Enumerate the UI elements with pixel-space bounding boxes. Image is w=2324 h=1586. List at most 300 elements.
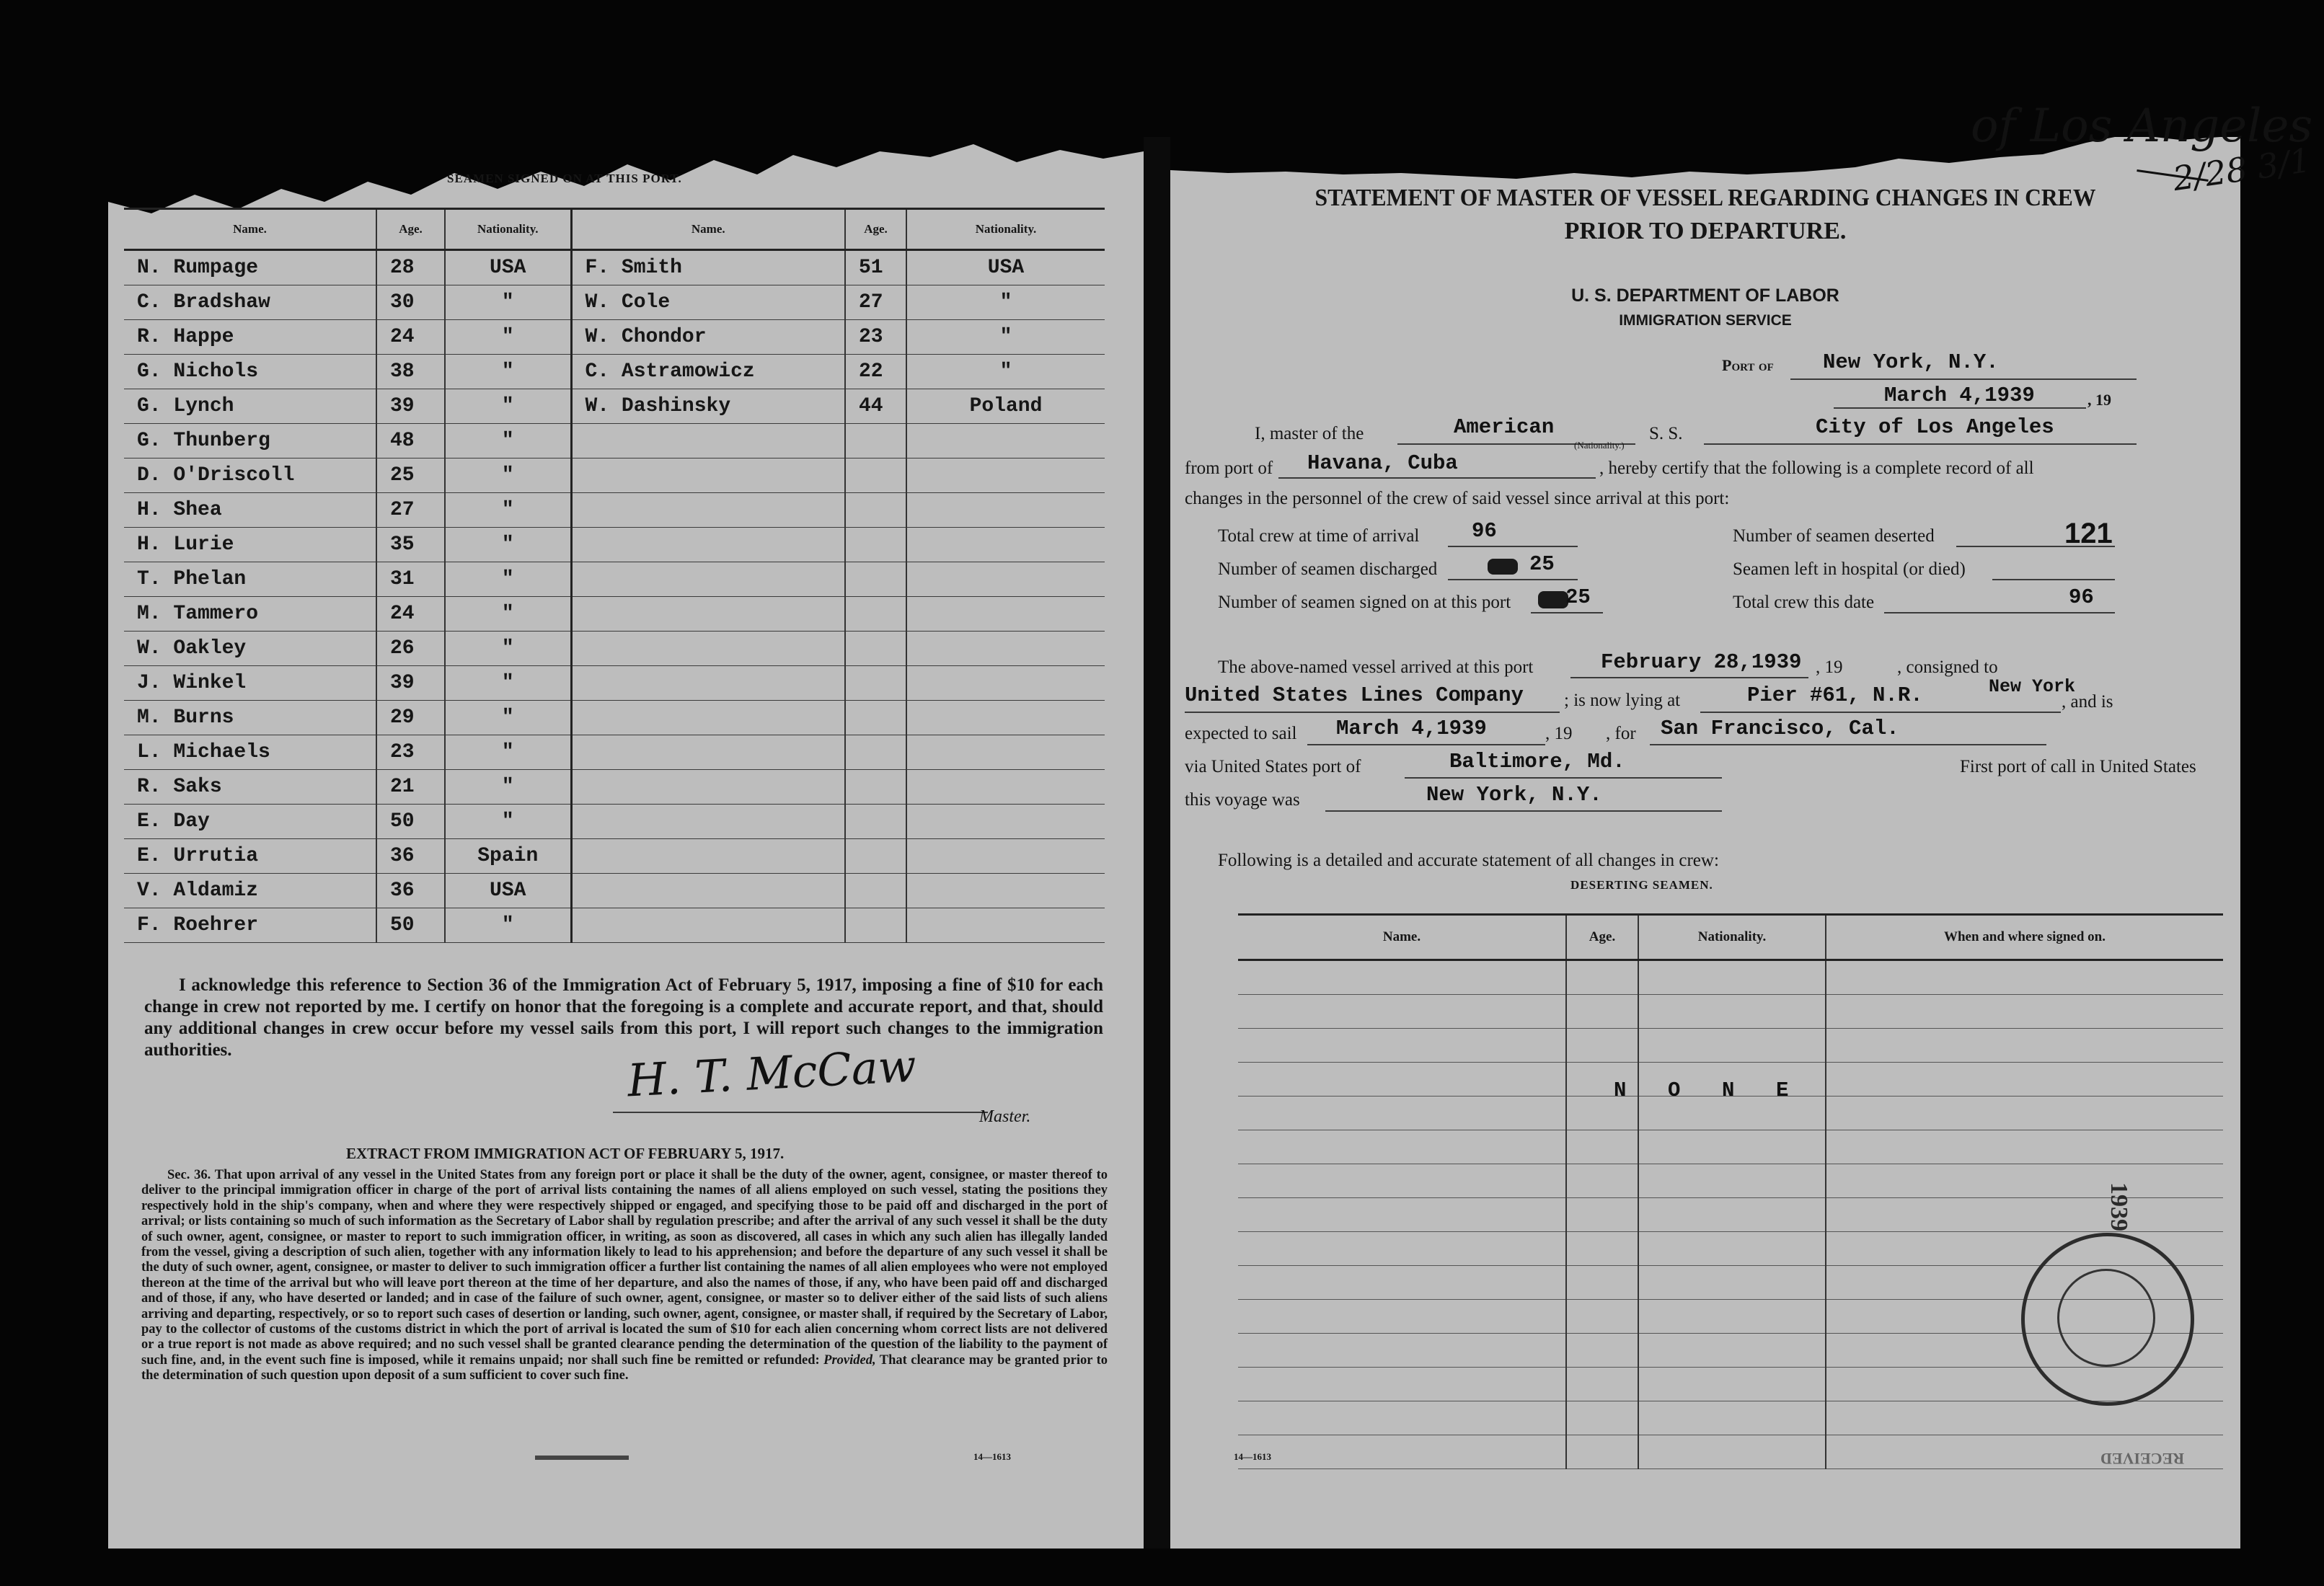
table-row [124, 701, 1105, 735]
none-letter-n: N [1614, 1078, 1627, 1102]
arrived-value: February 28,1939 [1601, 650, 1802, 674]
crew-age: 21 [376, 770, 445, 805]
crew-nationality-2: USA [906, 250, 1105, 285]
expected-label: expected to sail [1185, 724, 1297, 743]
master-label: Master. [979, 1107, 1031, 1126]
crew-nationality: " [445, 355, 571, 389]
crew-name: L. Michaels [124, 735, 376, 770]
arrived-year-prefix: , 19 [1816, 657, 1843, 677]
crew-age-2 [845, 770, 906, 805]
crew-age-2 [845, 528, 906, 562]
table-row [124, 285, 1105, 320]
table-row [124, 250, 1105, 285]
signed-on-line [1531, 612, 1603, 613]
port-label: Port of [1722, 356, 1774, 374]
desert-cell [1638, 995, 1826, 1029]
handwritten-date-note: 2/28 3/1 [2170, 140, 2313, 199]
signed-on-label: Number of seamen signed on at this port [1218, 593, 1511, 612]
crew-name: C. Bradshaw [124, 285, 376, 320]
desert-cell [1238, 1334, 1566, 1368]
certify-text: , hereby certify that the following is a complete record of all [1599, 458, 2034, 478]
desert-cell [1638, 1368, 1826, 1401]
crew-nationality-2 [906, 805, 1105, 839]
crew-nationality-2 [906, 666, 1105, 701]
deserting-heading: DESERTING SEAMEN. [1570, 878, 1713, 892]
table-row [124, 839, 1105, 874]
desert-cell [1238, 1198, 1566, 1232]
table-header-row [124, 209, 1105, 250]
crew-age: 38 [376, 355, 445, 389]
hospital-line [1992, 579, 2115, 580]
service-heading: IMMIGRATION SERVICE [1619, 312, 1792, 329]
discharged-crossout [1488, 559, 1518, 575]
crew-nationality: " [445, 770, 571, 805]
form-title-line-1: STATEMENT OF MASTER OF VESSEL REGARDING CHANGES IN CREW [1315, 185, 2096, 211]
desert-cell [1638, 1198, 1826, 1232]
desert-cell [1238, 1130, 1566, 1164]
desert-cell [1238, 1266, 1566, 1300]
received-stamp: RECEIVED [2100, 1450, 2185, 1468]
desert-cell [1826, 1198, 2223, 1232]
crew-name: H. Shea [124, 493, 376, 528]
voyage-line [1325, 810, 1722, 812]
desert-cell [1826, 960, 2223, 995]
desert-column-nationality: Nationality. [1638, 915, 1826, 960]
master-signature: H. T. McCaw [626, 1039, 918, 1107]
column-header-nationality-2: Nationality. [906, 209, 1105, 250]
crew-name: E. Day [124, 805, 376, 839]
desert-cell [1638, 1130, 1826, 1164]
desert-cell [1638, 1300, 1826, 1334]
crew-age: 28 [376, 250, 445, 285]
crew-name: F. Roehrer [124, 908, 376, 943]
crew-nationality-2 [906, 632, 1105, 666]
crew-age-2: 27 [845, 285, 906, 320]
extract-proviso: That clearance may be granted prior to the determination of such question upon deposit of a sum sufficient to cover such fine. [141, 1352, 1108, 1383]
deserted-label: Number of seamen deserted [1733, 526, 1935, 546]
signed-on-value: 25 [1565, 585, 1591, 609]
crew-age: 48 [376, 424, 445, 458]
date-value: March 4,1939 [1884, 384, 2035, 407]
crew-age: 35 [376, 528, 445, 562]
desert-cell [1826, 1164, 2223, 1198]
desert-cell [1566, 1266, 1638, 1300]
crew-nationality: " [445, 493, 571, 528]
crew-nationality-2: " [906, 355, 1105, 389]
table-row [124, 597, 1105, 632]
crew-age-2 [845, 839, 906, 874]
crew-age-2: 44 [845, 389, 906, 424]
left-page [108, 137, 1144, 1549]
crew-nationality-2: " [906, 285, 1105, 320]
total-arrival-line [1448, 546, 1578, 547]
column-header-age-2: Age. [845, 209, 906, 250]
crew-name-2 [571, 597, 845, 632]
crew-age: 29 [376, 701, 445, 735]
crew-age: 25 [376, 458, 445, 493]
crew-age: 50 [376, 908, 445, 943]
crew-nationality: " [445, 528, 571, 562]
desert-cell [1566, 960, 1638, 995]
none-letter-n-2: N [1722, 1078, 1735, 1102]
crew-age-2 [845, 735, 906, 770]
crew-nationality-2 [906, 528, 1105, 562]
crew-age: 24 [376, 597, 445, 632]
table-row [1238, 1435, 2223, 1469]
expected-year-prefix: , 19 [1545, 724, 1573, 743]
crew-name-2 [571, 493, 845, 528]
crew-name: E. Urrutia [124, 839, 376, 874]
crew-nationality-2 [906, 424, 1105, 458]
desert-cell [1566, 1300, 1638, 1334]
following-text: Following is a detailed and accurate statement of all changes in crew: [1218, 851, 1719, 870]
table-row [124, 355, 1105, 389]
port-line [1790, 378, 2137, 380]
crew-name: M. Burns [124, 701, 376, 735]
crew-name-2 [571, 562, 845, 597]
extract-body-text [141, 1168, 1108, 1384]
arrived-line [1570, 677, 1808, 678]
lying-value: Pier #61, N.R. [1747, 683, 1923, 707]
crew-name: G. Lynch [124, 389, 376, 424]
table-row [124, 770, 1105, 805]
ss-label: S. S. [1649, 424, 1683, 443]
desert-cell [1566, 1164, 1638, 1198]
crew-nationality: " [445, 320, 571, 355]
desert-cell [1638, 960, 1826, 995]
crew-nationality: " [445, 908, 571, 943]
desert-cell [1238, 960, 1566, 995]
table-row [124, 389, 1105, 424]
from-port-label: from port of [1185, 458, 1273, 478]
master-of-label: I, master of the [1255, 424, 1364, 443]
crew-nationality-2 [906, 908, 1105, 943]
desert-cell [1566, 1130, 1638, 1164]
crew-nationality: " [445, 805, 571, 839]
desert-cell [1826, 1097, 2223, 1130]
for-line [1650, 744, 2046, 745]
desert-cell [1566, 995, 1638, 1029]
desert-cell [1826, 1130, 2223, 1164]
desert-cell [1638, 1435, 1826, 1469]
desert-cell [1638, 1029, 1826, 1063]
table-row [124, 562, 1105, 597]
total-date-label: Total crew this date [1733, 593, 1875, 612]
crew-age-2 [845, 424, 906, 458]
crew-age-2 [845, 562, 906, 597]
crew-age-2 [845, 805, 906, 839]
desert-cell [1238, 1401, 1566, 1435]
desert-cell [1238, 1232, 1566, 1266]
crew-nationality: " [445, 389, 571, 424]
for-label: , for [1606, 724, 1636, 743]
table-row [124, 874, 1105, 908]
seamen-signed-table [124, 208, 1105, 943]
discharged-line [1448, 579, 1578, 580]
crew-nationality: USA [445, 250, 571, 285]
hospital-label: Seamen left in hospital (or died) [1733, 559, 1966, 579]
desert-header-row [1238, 915, 2223, 960]
crew-age-2 [845, 597, 906, 632]
table-row [124, 908, 1105, 943]
crew-nationality-2: Poland [906, 389, 1105, 424]
form-title-line-2: PRIOR TO DEPARTURE. [1564, 218, 1847, 244]
crew-name-2 [571, 839, 845, 874]
crew-nationality-2 [906, 701, 1105, 735]
table-row [124, 735, 1105, 770]
crew-nationality-2: " [906, 320, 1105, 355]
desert-cell [1566, 1232, 1638, 1266]
table-row [124, 424, 1105, 458]
column-header-name: Name. [124, 209, 376, 250]
crew-age-2: 22 [845, 355, 906, 389]
table-row [124, 493, 1105, 528]
desert-cell [1238, 1097, 1566, 1130]
crew-name-2: W. Chondor [571, 320, 845, 355]
desert-cell [1238, 1435, 1566, 1469]
desert-cell [1566, 1097, 1638, 1130]
nationality-caption: (Nationality.) [1574, 440, 1625, 451]
lying-label: ; is now lying at [1564, 691, 1681, 710]
crew-nationality: USA [445, 874, 571, 908]
crew-name: J. Winkel [124, 666, 376, 701]
from-port-line [1278, 477, 1596, 479]
page-gutter [1144, 137, 1170, 1549]
via-line [1405, 777, 1722, 779]
crew-age: 27 [376, 493, 445, 528]
desert-cell [1638, 1401, 1826, 1435]
deserted-value: 121 [2064, 518, 2113, 549]
crew-name-2: W. Cole [571, 285, 845, 320]
crew-name-2 [571, 908, 845, 943]
crew-name: T. Phelan [124, 562, 376, 597]
seal-inner-ring [2057, 1269, 2155, 1367]
crew-age-2 [845, 666, 906, 701]
lying-line [1700, 712, 2061, 713]
table-row [1238, 1130, 2223, 1164]
crew-nationality-2 [906, 562, 1105, 597]
crew-name-2 [571, 770, 845, 805]
desert-cell [1566, 1334, 1638, 1368]
signature-line [613, 1112, 988, 1113]
crew-name: M. Tammero [124, 597, 376, 632]
crew-nationality: " [445, 424, 571, 458]
table-row [124, 666, 1105, 701]
crew-age: 36 [376, 874, 445, 908]
desert-cell [1238, 1368, 1566, 1401]
crew-age-2 [845, 874, 906, 908]
crew-age: 50 [376, 805, 445, 839]
table-row [1238, 1401, 2223, 1435]
crew-age: 36 [376, 839, 445, 874]
and-is-text: , and is [2062, 692, 2113, 712]
table-row [124, 458, 1105, 493]
table-row [124, 528, 1105, 562]
desert-cell [1238, 995, 1566, 1029]
arrived-label: The above-named vessel arrived at this port [1218, 657, 1534, 677]
department-heading: U. S. DEPARTMENT OF LABOR [1571, 285, 1839, 306]
crew-name-2: W. Dashinsky [571, 389, 845, 424]
via-label: via United States port of [1185, 757, 1361, 776]
right-page [1170, 99, 2313, 1549]
table-row [1238, 960, 2223, 995]
first-port-label: First port of call in United States [1960, 757, 2196, 776]
crew-name: W. Oakley [124, 632, 376, 666]
table-row [1238, 1198, 2223, 1232]
crew-nationality-2 [906, 735, 1105, 770]
crew-nationality: " [445, 701, 571, 735]
desert-cell [1566, 1435, 1638, 1469]
crew-age-2 [845, 908, 906, 943]
column-header-age: Age. [376, 209, 445, 250]
crew-nationality: " [445, 458, 571, 493]
left-form-number: 14—1613 [973, 1451, 1011, 1462]
discharged-value: 25 [1529, 552, 1555, 576]
expected-line [1307, 744, 1545, 745]
desert-cell [1826, 1029, 2223, 1063]
crew-age-2: 23 [845, 320, 906, 355]
consignee-value: United States Lines Company [1185, 683, 1524, 707]
crew-nationality: " [445, 735, 571, 770]
table-row [124, 805, 1105, 839]
desert-cell [1826, 1063, 2223, 1097]
crew-name-2 [571, 666, 845, 701]
crew-age: 39 [376, 389, 445, 424]
date-year-prefix: , 19 [2087, 391, 2111, 409]
desert-cell [1638, 1334, 1826, 1368]
crew-age: 31 [376, 562, 445, 597]
desert-cell [1566, 1029, 1638, 1063]
date-line [1834, 407, 2086, 409]
total-date-line [1884, 612, 2115, 613]
crew-name-2 [571, 458, 845, 493]
desert-cell [1238, 1029, 1566, 1063]
crew-age: 39 [376, 666, 445, 701]
crew-nationality-2 [906, 874, 1105, 908]
changes-text: changes in the personnel of the crew of said vessel since arrival at this port: [1185, 489, 1730, 508]
crew-nationality-2 [906, 597, 1105, 632]
crew-name: R. Saks [124, 770, 376, 805]
desert-cell [1566, 1063, 1638, 1097]
crew-nationality: " [445, 597, 571, 632]
crew-nationality: " [445, 632, 571, 666]
crew-age-2 [845, 632, 906, 666]
crew-age: 24 [376, 320, 445, 355]
crew-name: G. Thunberg [124, 424, 376, 458]
for-value: San Francisco, Cal. [1661, 717, 1899, 740]
total-arrival-label: Total crew at time of arrival [1218, 526, 1420, 546]
desert-column-age: Age. [1566, 915, 1638, 960]
column-header-nationality: Nationality. [445, 209, 571, 250]
crew-name-2 [571, 735, 845, 770]
printing-office-imprint [535, 1456, 629, 1460]
extract-proviso-word: Provided, [823, 1352, 876, 1368]
table-row [1238, 1029, 2223, 1063]
desert-column-name: Name. [1238, 915, 1566, 960]
crew-name-2 [571, 632, 845, 666]
crew-name: G. Nichols [124, 355, 376, 389]
desert-cell [1638, 1232, 1826, 1266]
nationality-value: American [1454, 415, 1555, 439]
crew-name: R. Happe [124, 320, 376, 355]
crew-nationality-2 [906, 458, 1105, 493]
via-value: Baltimore, Md. [1449, 750, 1625, 774]
none-letter-e: E [1776, 1078, 1789, 1102]
desert-cell [1238, 1164, 1566, 1198]
crew-age: 30 [376, 285, 445, 320]
crew-nationality: " [445, 285, 571, 320]
handwritten-ship-note: of Los Angeles [1971, 99, 2313, 153]
crew-age: 23 [376, 735, 445, 770]
desert-cell [1238, 1063, 1566, 1097]
crew-name-2: F. Smith [571, 250, 845, 285]
ship-line [1704, 443, 2137, 445]
crew-name: N. Rumpage [124, 250, 376, 285]
total-date-value: 96 [2069, 585, 2094, 609]
crew-age-2 [845, 458, 906, 493]
voyage-label: this voyage was [1185, 790, 1300, 810]
crew-age: 26 [376, 632, 445, 666]
crew-name-2 [571, 805, 845, 839]
crew-nationality: " [445, 562, 571, 597]
table-row [1238, 1164, 2223, 1198]
extract-section-label: Sec. 36. [167, 1168, 211, 1182]
column-header-name-2: Name. [571, 209, 845, 250]
crew-name: H. Lurie [124, 528, 376, 562]
total-arrival-value: 96 [1472, 519, 1497, 543]
desert-cell [1238, 1300, 1566, 1334]
extract-body: That upon arrival of any vessel in the United States from any foreign port or place it shall be the duty of the owner, agent, consignee, or master thereof to deliver to the principal immigration officer in charge of the port of arrival lists containing the names of all aliens employed on such vessel, stating the positions they respectively hold in the ship's company, when and where they were respectively shipped or engaged, and specifying those to be paid off and discharged in the port of arrival; or lists containing so much of such information as the Secretary of Labor shall by regulation prescribe; and after the arrival of any such vessel it shall be the duty of such owner, agent, consignee, or master to report to such immigration officer, in writing, as soon as discovered, all cases in which any such alien has illegally landed from the vessel, giving a description of such alien, together with any information likely to lead to his apprehension; and before the departure of any such vessel it shall be the duty of such owner, agent, consignee, or master to deliver to such immigration officer a further list containing the names of all alien employees who were not employed thereon at the time of the arrival but who will leave port thereon at the time of her departure, and also the names of those, if any, who have been paid off and discharged and of those, if any, who have deserted or landed; and in case of the failure of such owner, agent, consignee, or master so to deliver either of the said lists of such aliens arriving and departing, respectively, or so to report such cases of desertion or landing, such owner, agent, consignee, or master shall, if required by the Secretary of Labor, pay to the collector of customs of the customs district in which the port of arrival is located the sum of $10 for each alien concerning whom correct lists are not delivered or a true report is not made as above required; and no such vessel shall be granted clearance pending the determination of the question of the liability to the payment of such fine, and, in the event such fine is imposed, while it remains unpaid; nor shall such fine be remitted or refunded: [141, 1168, 1108, 1368]
table-row [1238, 995, 2223, 1029]
desert-cell [1638, 1164, 1826, 1198]
crew-age-2: 51 [845, 250, 906, 285]
lying-value-city: New York [1989, 676, 2076, 697]
discharged-label: Number of seamen discharged [1218, 559, 1438, 579]
port-value: New York, N.Y. [1823, 350, 1999, 374]
right-form-number: 14—1613 [1234, 1451, 1271, 1462]
crew-nationality-2 [906, 839, 1105, 874]
crew-name-2 [571, 528, 845, 562]
crew-name: D. O'Driscoll [124, 458, 376, 493]
ship-name-value: City of Los Angeles [1816, 415, 2054, 439]
expected-value: March 4,1939 [1336, 717, 1487, 740]
seamen-signed-heading: SEAMEN SIGNED ON AT THIS PORT. [447, 172, 682, 185]
crew-name-2 [571, 701, 845, 735]
crew-age-2 [845, 701, 906, 735]
crew-name-2 [571, 424, 845, 458]
table-row [124, 632, 1105, 666]
immigration-seal-stamp [2021, 1182, 2194, 1406]
consignee-line [1185, 712, 1560, 713]
signed-on-crossout [1538, 591, 1568, 608]
crew-nationality-2 [906, 493, 1105, 528]
crew-nationality-2 [906, 770, 1105, 805]
voyage-value: New York, N.Y. [1426, 783, 1602, 807]
desert-cell [1566, 1368, 1638, 1401]
none-letter-o: O [1668, 1078, 1681, 1102]
crew-nationality: Spain [445, 839, 571, 874]
desert-cell [1826, 1401, 2223, 1435]
crew-nationality: " [445, 666, 571, 701]
extract-heading: EXTRACT FROM IMMIGRATION ACT OF FEBRUARY 5, 1917. [346, 1145, 785, 1162]
desert-cell [1566, 1198, 1638, 1232]
crew-name-2 [571, 874, 845, 908]
table-row [124, 320, 1105, 355]
crew-age-2 [845, 493, 906, 528]
crew-name: V. Aldamiz [124, 874, 376, 908]
crew-name-2: C. Astramowicz [571, 355, 845, 389]
desert-cell [1566, 1401, 1638, 1435]
